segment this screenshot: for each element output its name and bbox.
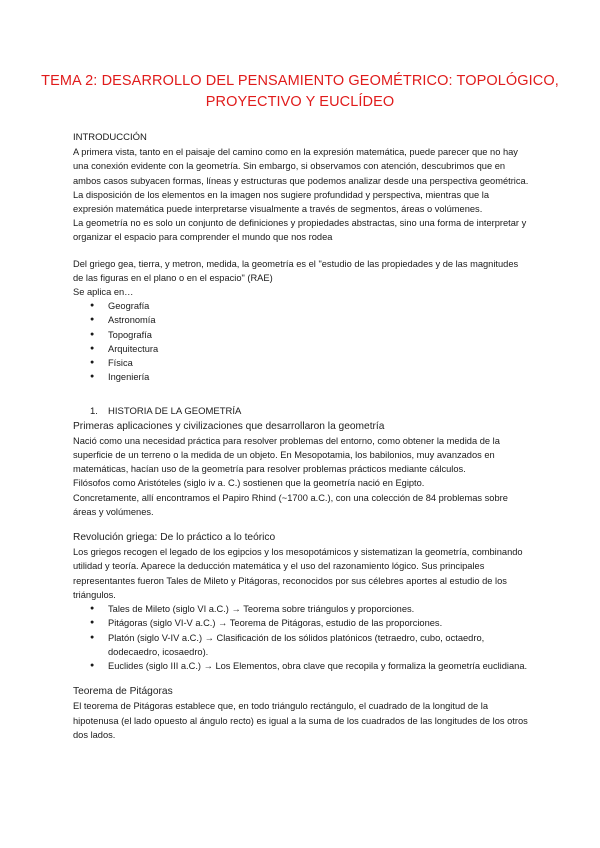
- intro-paragraph-4: Del griego gea, tierra, y metron, medida, la geometría es el "estudio de las propiedades y de las magnitudes de las figuras en el plano o en el espacio" (RAE): [73, 258, 519, 283]
- list-item: ● Astronomía: [90, 313, 529, 327]
- list-item: ● Platón (siglo V-IV a.C.) → Clasificación de los sólidos platónicos (tetraedro, cubo, octaedro, dodecaedro, icosaedro).: [90, 631, 529, 659]
- history-heading: [73, 405, 529, 419]
- list-item: ● Geografía: [90, 299, 529, 313]
- pythagoras-heading: Teorema de Pitágoras: [73, 686, 173, 698]
- history-paragraph-1: Nació como una necesidad práctica para resolver problemas del entorno, como obtener la medida de la superficie de un terreno o la medida de un objeto. En Mesopotamia, los babilonios, muy avanzados en matemáticas, hacían uso de la geometría para resolver problemas prácticos mediante cálculos.: [73, 435, 500, 475]
- list-item: ● Ingeniería: [90, 370, 529, 384]
- intro-heading: INTRODUCCIÓN: [73, 132, 147, 143]
- intro-paragraph-1: A primera vista, tanto en el paisaje del camino como en la expresión matemática, puede parecer que no hay una conexión evidente con la geometría. Sin embargo, si observamos con atención, descubrimos que en ambos casos subyacen formas, líneas y estructuras que podemos analizar desde una perspectiva geométrica.: [73, 147, 529, 186]
- greek-heading: Revolución griega: De lo práctico a lo teórico: [73, 532, 276, 544]
- history-subheading: Primeras aplicaciones y civilizaciones que desarrollaron la geometría: [73, 420, 385, 432]
- history-paragraph-3: Concretamente, allí encontramos el Papiro Rhind (~1700 a.C.), con una colección de 84 problemas sobre áreas y volúmenes.: [73, 492, 508, 517]
- intro-paragraph-2: La disposición de los elementos en la imagen nos sugiere profundidad y perspectiva, mientras que la expresión matemática puede interpretarse visualmente a través de segmentos, áreas o volúmenes.: [73, 189, 490, 215]
- history-heading-text: HISTORIA DE LA GEOMETRÍA: [108, 406, 242, 418]
- applications-list: [73, 299, 529, 384]
- section-number: 1.: [90, 406, 98, 418]
- history-paragraph-2: Filósofos como Aristóteles (siglo iv a. C.) sostienen que la geometría nació en Egipto.: [73, 478, 425, 489]
- document-body: [73, 131, 529, 742]
- page-title: TEMA 2: DESARROLLO DEL PENSAMIENTO GEOMÉTRICO: TOPOLÓGICO, PROYECTIVO Y EUCLÍDEO: [41, 73, 559, 110]
- intro-paragraph-3: La geometría no es solo un conjunto de definiciones y propiedades abstractas, sino una forma de interpretar y organizar el espacio para comprender el mundo que nos rodea: [73, 218, 527, 243]
- list-item: ● Pitágoras (siglo VI-V a.C.) → Teorema de Pitágoras, estudio de las proporciones.: [90, 616, 529, 630]
- list-item: ● Euclides (siglo III a.C.) → Los Elementos, obra clave que recopila y formaliza la geometría euclidiana.: [90, 659, 529, 673]
- greek-paragraph-1: Los griegos recogen el legado de los egipcios y los mesopotámicos y sistematizan la geometría, combinando utilidad y teoría. Aparece la deducción matemática y el uso del razonamiento lógico. Sus principales representantes fueron Tales de Mileto y Pitágoras, reconocidos por sus célebres aportes al estudio de los triángulos.: [73, 547, 523, 600]
- applies-label: Se aplica en…: [73, 287, 134, 298]
- list-item: ● Tales de Mileto (siglo VI a.C.) → Teorema sobre triángulos y proporciones.: [90, 602, 529, 616]
- list-item: ● Arquitectura: [90, 342, 529, 356]
- greek-contributors-list: [73, 602, 529, 673]
- list-item: ● Topografía: [90, 328, 529, 342]
- pythagoras-paragraph-1: El teorema de Pitágoras establece que, en todo triángulo rectángulo, el cuadrado de la longitud de la hipotenusa (el lado opuesto al ángulo recto) es igual a la suma de los cuadrados de las longitudes de los otros dos lados.: [73, 701, 528, 740]
- list-item: ● Física: [90, 356, 529, 370]
